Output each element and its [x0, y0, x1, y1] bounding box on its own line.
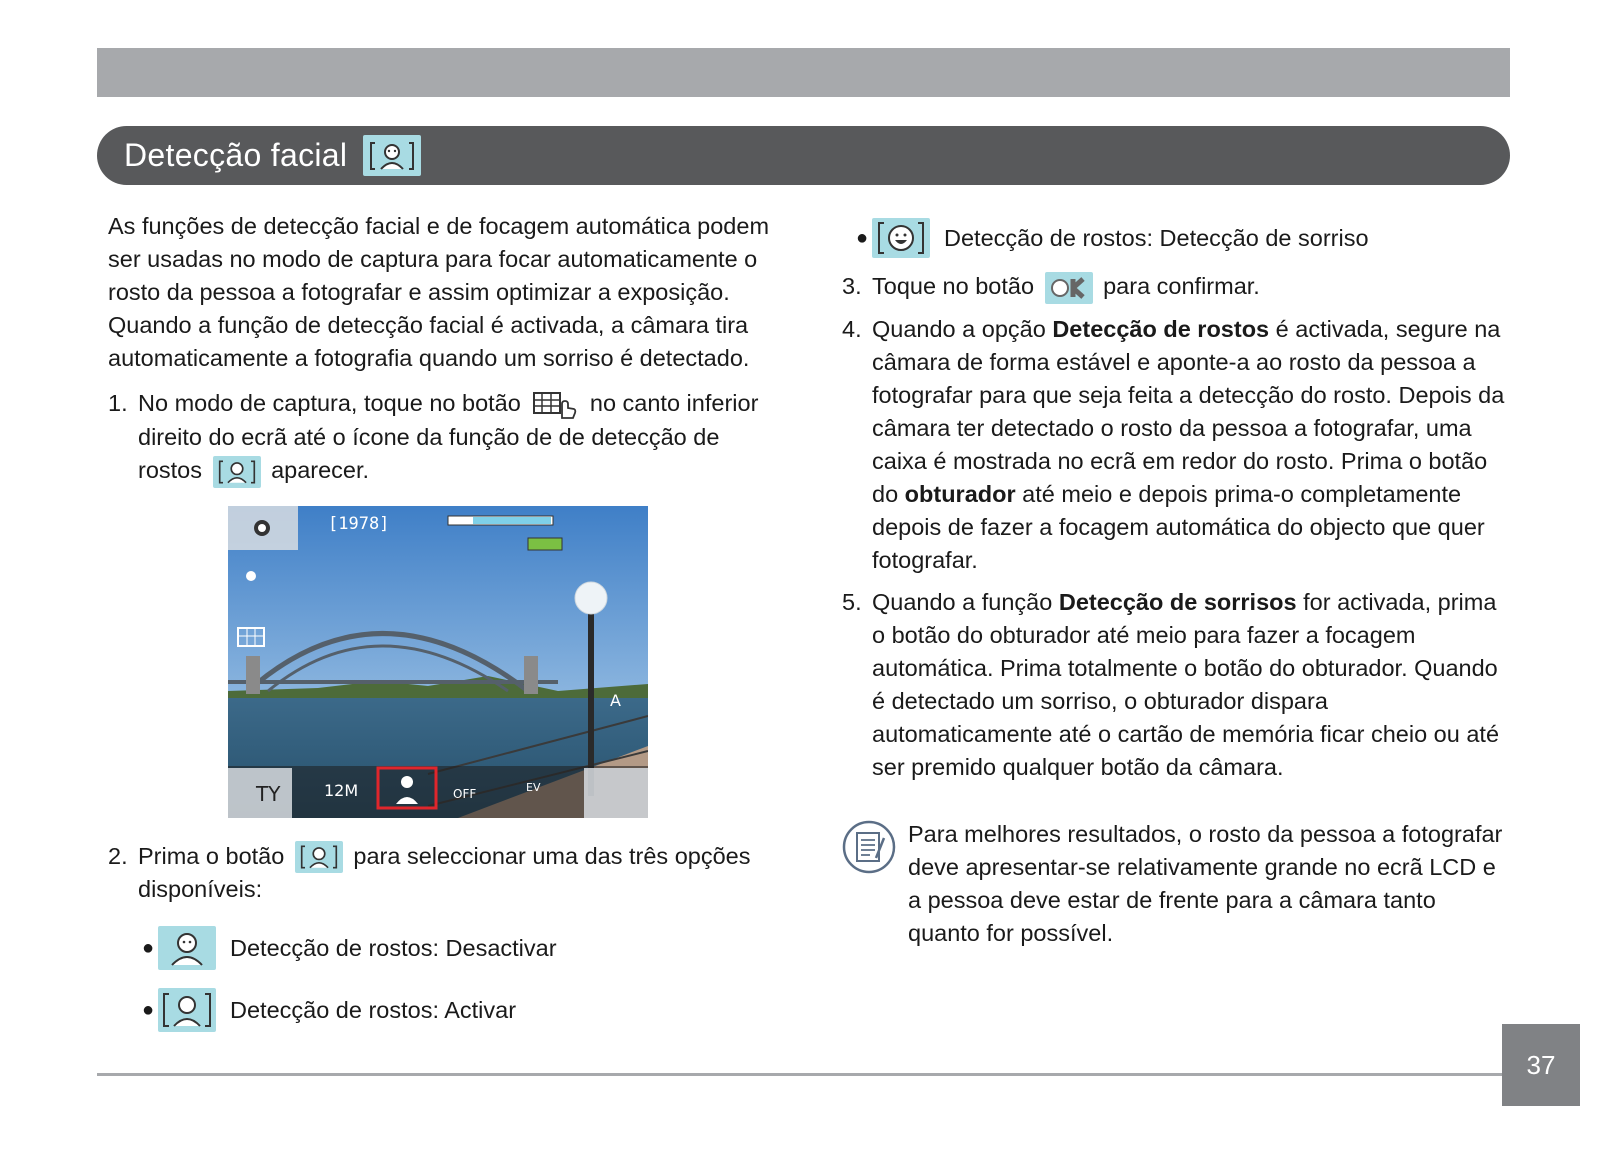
svg-text:TY: TY: [256, 781, 281, 806]
step-5: [842, 586, 1510, 784]
left-column: [108, 210, 788, 1032]
intro-paragraph: As funções de detecção facial e de focagem automática podem ser usadas no modo de captura para focar automaticamente o rosto da pessoa a fotografar e assim optimizar a exposição. Quando a função de detecção facial é activada, a câmara tira automaticamente a fotografia quando um sorriso é detectado.: [108, 213, 770, 371]
page-title: Detecção facial: [124, 137, 348, 173]
camera-screen-image: [228, 506, 648, 818]
bullet-dot: ●: [142, 998, 155, 1021]
step-5-text-a: Quando a função: [872, 588, 1053, 615]
step-1-text-b: no canto inferior direito do ecrã até o ícone da função de de detecção de rostos: [138, 390, 759, 483]
note-block: [842, 818, 1510, 950]
step-1: [108, 387, 788, 488]
top-gray-bar: [97, 48, 1510, 97]
smile-detect-icon: [872, 218, 930, 258]
option-off: [142, 926, 788, 970]
step-4: [842, 313, 1510, 577]
option-off-text: Detecção de rostos: Desactivar: [230, 934, 557, 961]
step-5-text-b: for activada, prima o botão do obturador até meio para fazer a focagem automática. Prima totalmente o botão do obturador. Quando é detectado um sorriso, o obturador dispara automaticamente até o cartão de memória ficar cheio ou até ser premido qualquer botão da câmara.: [872, 588, 1500, 780]
right-column: [842, 218, 1510, 950]
step-number: 3.: [842, 273, 862, 299]
resolution-label: 12M: [324, 780, 359, 800]
shots-remaining: [1978]: [328, 513, 390, 534]
option-on: [142, 988, 788, 1032]
flash-label: A: [610, 690, 621, 710]
face-detect-icon: [213, 456, 261, 488]
step-4-bold-2: obturador: [904, 480, 1016, 507]
face-detect-icon: [363, 135, 421, 176]
step-4-text-c: até meio e depois prima-o completamente depois de fazer a focagem automática do objecto que quer fotografar.: [872, 480, 1485, 573]
step-number: 5.: [842, 588, 862, 615]
face-detect-off-icon: [158, 926, 216, 970]
option-on-text: Detecção de rostos: Activar: [230, 996, 517, 1023]
step-3-text-a: Toque no botão: [872, 273, 1035, 299]
step-4-bold-1: Detecção de rostos: [1052, 315, 1270, 342]
touch-grid-icon: [531, 389, 579, 421]
step-2-text-a: Prima o botão: [138, 842, 285, 869]
note-text: Para melhores resultados, o rosto da pessoa a fotografar deve apresentar-se relativamente grande no ecrã LCD e a pessoa deve estar de frente para a câmara tanto quanto for possível.: [908, 820, 1503, 946]
face-detect-icon: [295, 841, 343, 873]
page-number: [1502, 1024, 1580, 1106]
bullet-dot: ●: [856, 226, 869, 249]
step-number: 4.: [842, 315, 862, 342]
step-3: [842, 270, 1510, 304]
page-number-text: 37: [1526, 1049, 1556, 1080]
ev-label: EV: [526, 780, 541, 794]
ok-icon: [1045, 272, 1093, 304]
step-1-text-c: aparecer.: [271, 456, 370, 483]
step-4-text-a: Quando a opção: [872, 315, 1046, 342]
timer-label: OFF: [453, 786, 477, 801]
option-smile: [856, 218, 1510, 258]
step-5-bold-1: Detecção de sorrisos: [1058, 588, 1297, 615]
step-number: 2.: [108, 842, 128, 869]
step-number: 1.: [108, 390, 128, 416]
option-smile-text: Detecção de rostos: Detecção de sorriso: [944, 224, 1369, 251]
step-3-text-b: para confirmar.: [1103, 273, 1260, 299]
step-2-text-b: para seleccionar uma das três opções disponíveis:: [138, 842, 751, 903]
bullet-dot: ●: [142, 936, 155, 959]
note-icon: [842, 820, 896, 874]
step-2: [108, 840, 788, 907]
section-title-bar: [97, 126, 1510, 185]
step-1-text-a: No modo de captura, toque no botão: [138, 390, 521, 416]
bottom-divider: [97, 1073, 1502, 1076]
step-4-text-b: é activada, segure na câmara de forma estável e aponte-a ao rosto da pessoa a fotografar para que seja feita a detecção do rosto. Depois da câmara ter detectado o rosto da pessoa a fotografar, uma caixa é mostrada no ecrã em redor do rosto. Prima o botão do: [872, 315, 1505, 507]
face-detect-on-icon: [158, 988, 216, 1032]
